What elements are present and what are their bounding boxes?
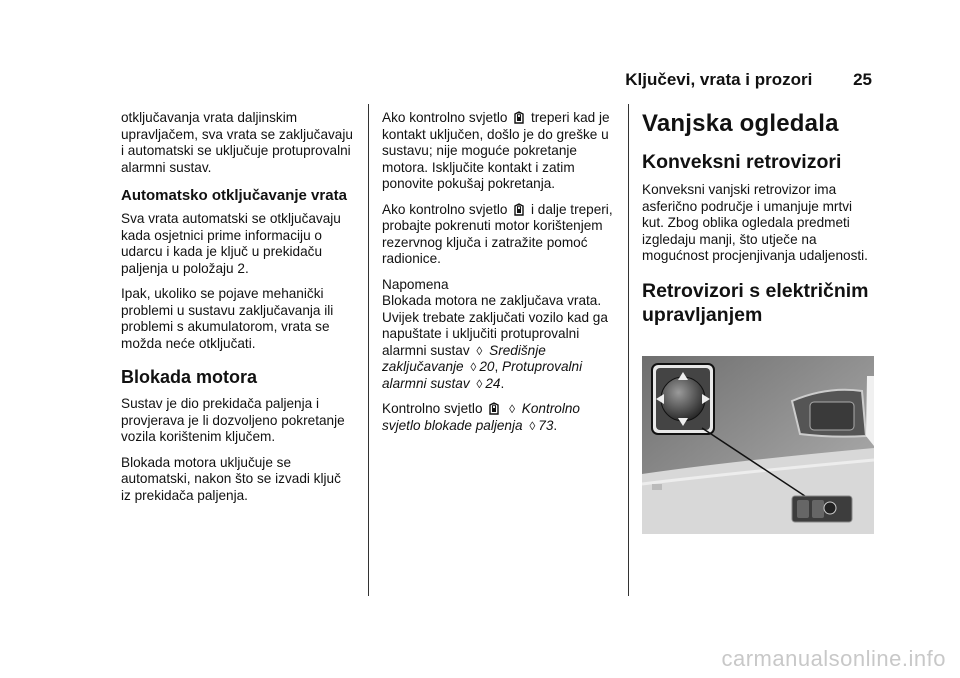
page-header <box>625 70 872 90</box>
text-run: Blokada motora ne zaključava vrata. Uvijek trebate zaključati vozilo kad ga napuštate i uključiti protuprovalni alarmni sustav <box>382 293 608 358</box>
mirror-control-illustration <box>642 356 874 534</box>
page-number: 25 <box>853 70 872 89</box>
paragraph: Sustav je dio prekidača paljenja i provjerava je li dozvoljeno pokretanje vozila korištenim ključem. <box>121 396 345 444</box>
heading-mirrors: Vanjska ogledala <box>642 110 839 137</box>
column-3 <box>642 110 877 335</box>
cross-reference-arrow-icon: ◊ <box>509 402 515 416</box>
text-run: Kontrolno svjetlo <box>382 401 483 416</box>
column-divider <box>368 104 369 596</box>
cross-reference-arrow-icon: ◊ <box>470 360 477 374</box>
text-run: . <box>553 417 558 433</box>
cross-reference-page[interactable]: 20 <box>479 359 495 374</box>
door-panel-image <box>642 356 874 534</box>
watermark: carmanualsonline.info <box>721 646 946 671</box>
immobilizer-warning-icon <box>513 203 525 217</box>
paragraph: Ipak, ukoliko se pojave mehanički problemi u sustavu zaključavanja ili problemi s akumulatorom, vrata se možda neće otključati. <box>121 286 334 351</box>
text-run: Ako kontrolno svjetlo <box>382 201 508 217</box>
cross-reference-link[interactable]: Protuprovalni alarmni sustav <box>382 359 583 391</box>
paragraph <box>382 401 614 434</box>
text-run: , <box>494 359 499 374</box>
text-run: Ako kontrolno svjetlo <box>382 110 508 125</box>
text-run: treperi kad je kontakt uključen, došlo je do greške u sustavu; nije moguće pokretanje motora. Isključite kontakt i zatim ponovite pokušaj pokretanja. <box>382 110 610 191</box>
cross-reference-page[interactable]: 73 <box>538 417 554 433</box>
cross-reference-arrow-icon: ◊ <box>529 418 536 433</box>
cross-reference-link[interactable]: Središnje zaključavanje <box>382 342 546 374</box>
text-run: . <box>500 375 505 391</box>
paragraph: Konveksni vanjski retrovizor ima asferično područje i umanjuje mrtvi kut. Zbog oblika ogledala predmeti izgledaju manji, što utječe na mogućnost procjenjivanja udaljenosti. <box>642 182 868 263</box>
immobilizer-warning-icon <box>488 402 500 416</box>
column-divider <box>628 104 629 596</box>
section-title: Ključevi, vrata i prozori <box>625 70 813 89</box>
paragraph <box>382 202 614 268</box>
paragraph <box>382 110 614 193</box>
cross-reference-arrow-icon: ◊ <box>476 343 483 358</box>
cross-reference-page[interactable]: 24 <box>485 375 501 391</box>
cross-reference-link[interactable]: Kontrolno svjetlo blokade paljenja <box>382 401 580 433</box>
note-label: Napomena <box>382 276 449 292</box>
heading-convex-mirrors: Konveksni retrovizori <box>642 151 842 173</box>
paragraph: otključavanja vrata daljinskim upravljačem, sva vrata se zaključavaju i automatski se uključuje protuprovalni alarmni sustav. <box>121 110 353 175</box>
heading-auto-unlock: Automatsko otključavanje vrata <box>121 187 347 204</box>
cross-reference-arrow-icon: ◊ <box>476 376 483 391</box>
column-2 <box>382 110 614 443</box>
immobilizer-warning-icon <box>513 111 525 125</box>
heading-electric-mirrors: Retrovizori s električnim upravljanjem <box>642 279 869 326</box>
column-1 <box>121 110 353 513</box>
heading-immobilizer: Blokada motora <box>121 367 258 387</box>
note-paragraph <box>382 293 614 392</box>
paragraph: Sva vrata automatski se otključavaju kada osjetnici prime informaciju o udarcu i kada je ključ u prekidaču paljenja u položaju 2. <box>121 211 341 276</box>
text-run: i dalje treperi, probajte pokrenuti motor korištenjem rezervnog ključa i zatražite pomoć radionice. <box>382 201 613 266</box>
paragraph: Blokada motora uključuje se automatski, nakon što se izvadi ključ iz prekidača paljenja. <box>121 454 341 503</box>
